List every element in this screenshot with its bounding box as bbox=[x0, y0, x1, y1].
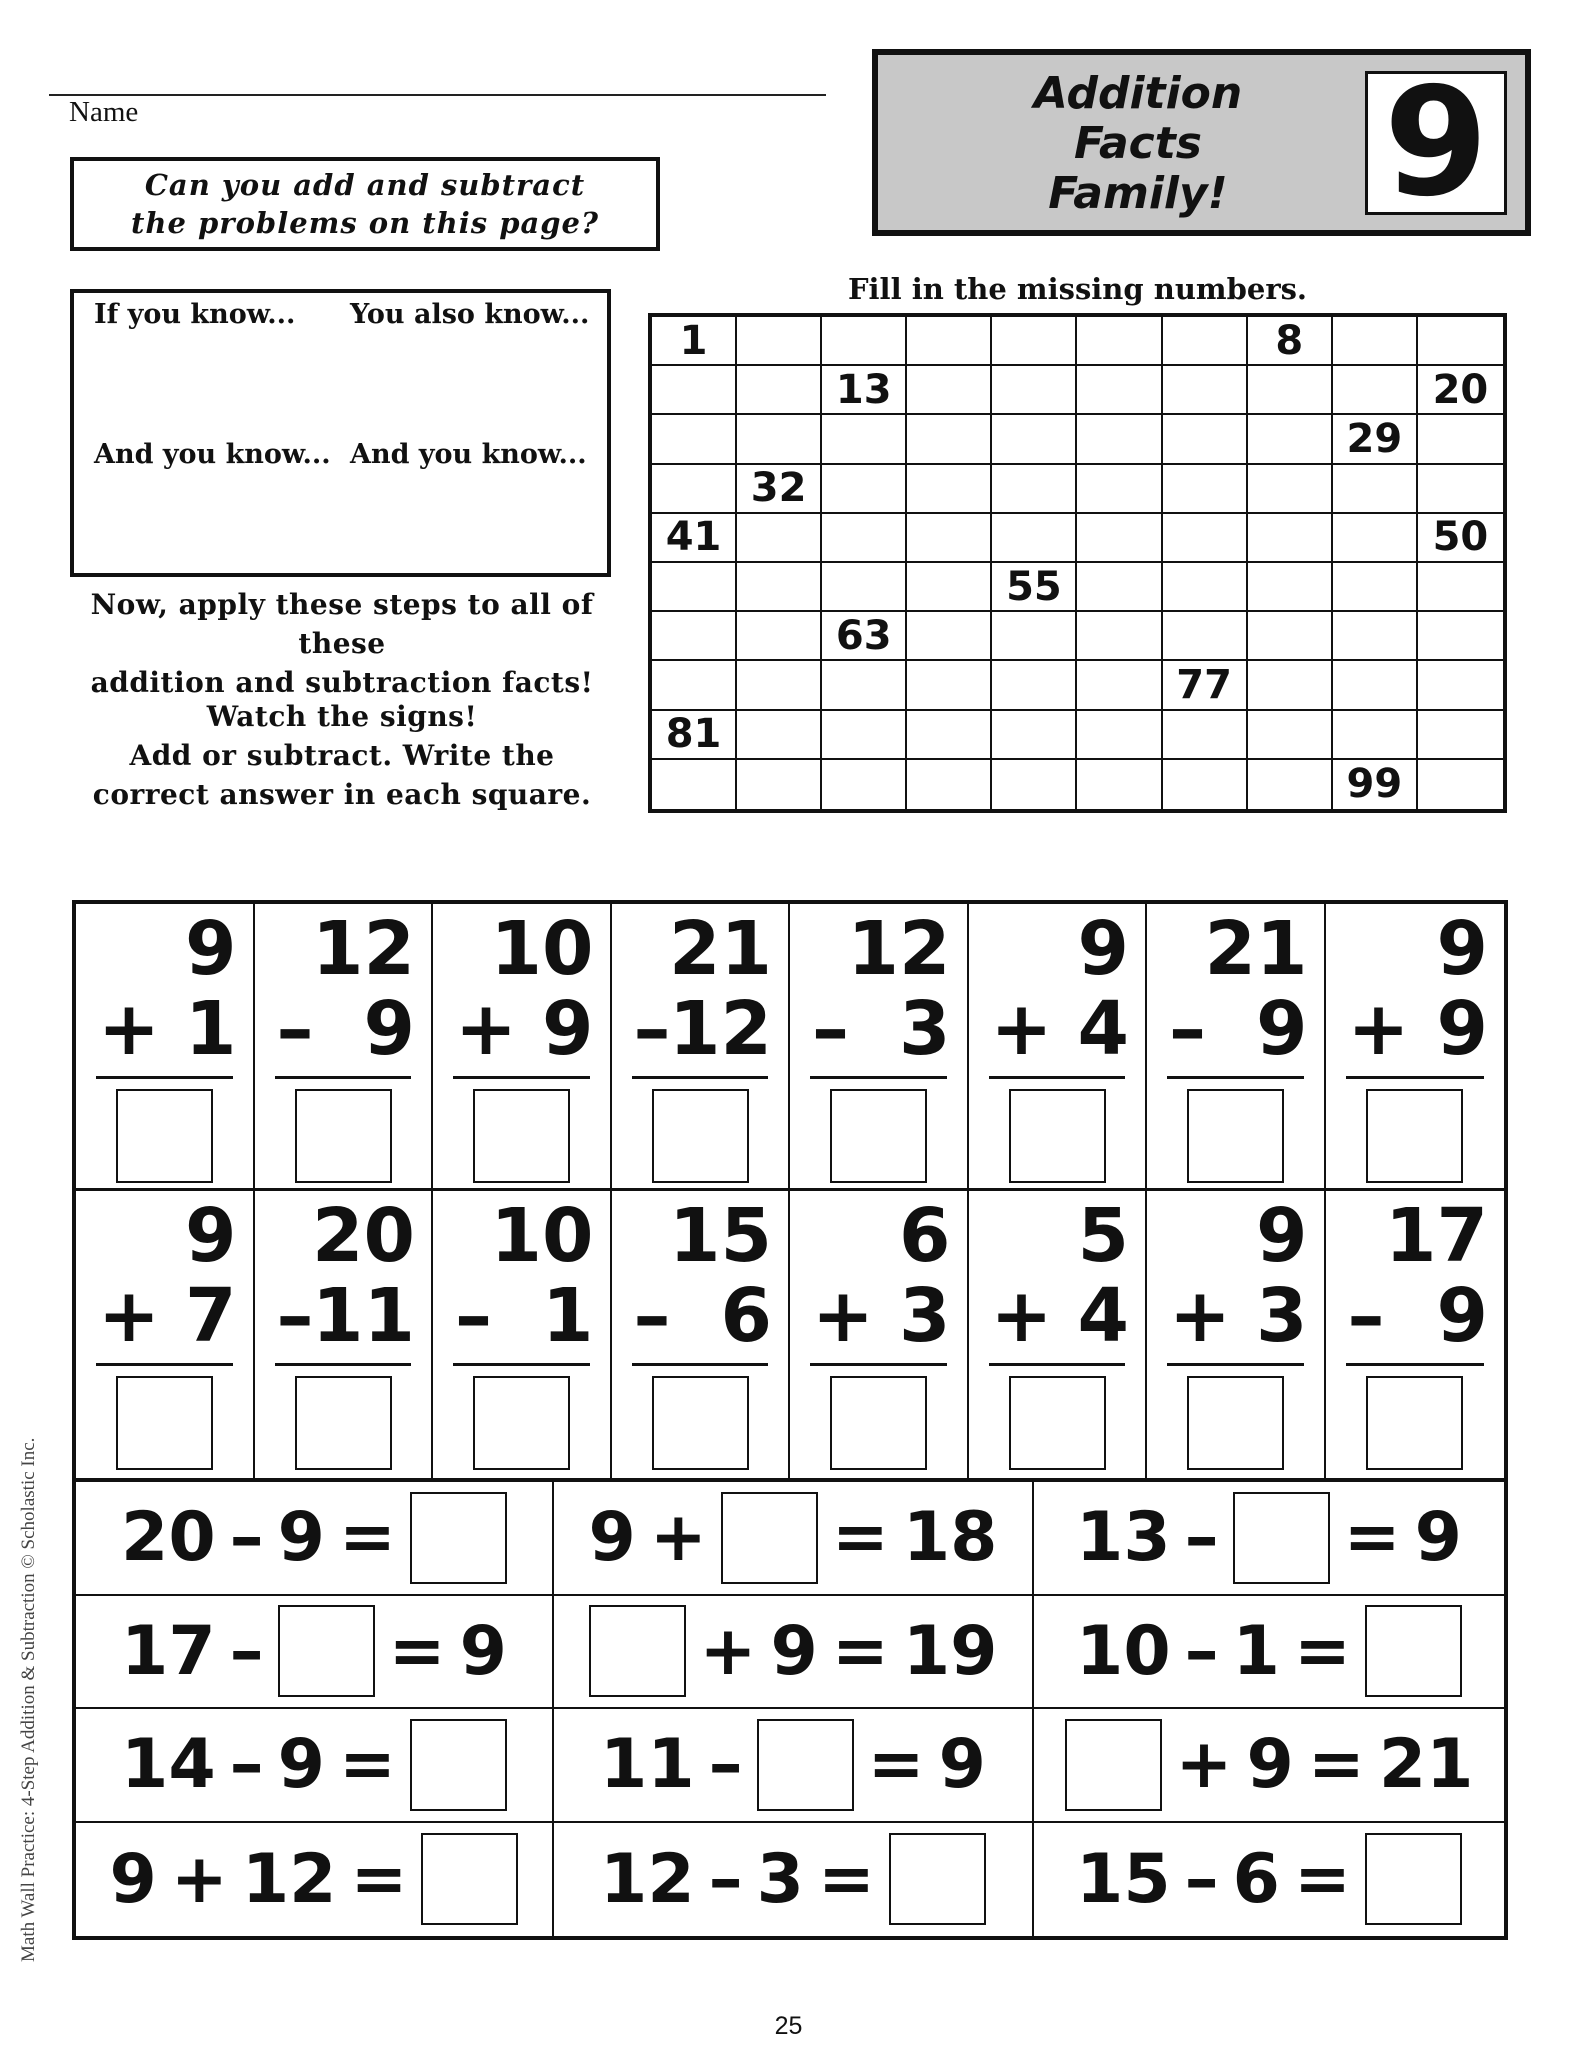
operator-sign: = bbox=[867, 1725, 925, 1805]
sum-line bbox=[1346, 1076, 1485, 1079]
chart-blank-cell[interactable] bbox=[992, 465, 1077, 514]
chart-blank-cell[interactable] bbox=[907, 661, 992, 710]
bottom-number: 4 bbox=[1077, 986, 1129, 1072]
operator-sign: + bbox=[649, 1498, 707, 1578]
chart-given-cell: 13 bbox=[822, 366, 907, 415]
chart-blank-cell[interactable] bbox=[1077, 711, 1162, 760]
chart-blank-cell[interactable] bbox=[1077, 760, 1162, 809]
chart-blank-cell[interactable] bbox=[737, 612, 822, 661]
top-number: 12 bbox=[312, 906, 415, 992]
bottom-number: 1 bbox=[542, 1273, 594, 1359]
top-number: 12 bbox=[847, 906, 951, 992]
vertical-problem bbox=[612, 1191, 791, 1478]
operator-sign: – bbox=[708, 1725, 743, 1805]
operator-sign: = bbox=[350, 1839, 408, 1919]
operator-sign: = bbox=[1293, 1839, 1351, 1919]
equation bbox=[1034, 1482, 1504, 1596]
equation-number: 3 bbox=[756, 1839, 804, 1919]
equation bbox=[76, 1709, 554, 1823]
chart-blank-cell[interactable] bbox=[1248, 612, 1333, 661]
operator-sign: – bbox=[1184, 1611, 1219, 1691]
chart-blank-cell[interactable] bbox=[907, 317, 992, 366]
top-number: 6 bbox=[899, 1193, 951, 1279]
chart-blank-cell[interactable] bbox=[1248, 366, 1333, 415]
bottom-number: 1 bbox=[185, 986, 237, 1072]
equation bbox=[76, 1596, 554, 1710]
equation-number: 9 bbox=[588, 1498, 636, 1578]
vertical-problem bbox=[969, 1191, 1148, 1478]
chart-blank-cell[interactable] bbox=[992, 366, 1077, 415]
chart-given-cell: 55 bbox=[992, 563, 1077, 612]
equation-number: 21 bbox=[1378, 1725, 1474, 1805]
question-box bbox=[70, 157, 660, 251]
bottom-number: 4 bbox=[1077, 1273, 1129, 1359]
watch-line-2: Add or subtract. Write the bbox=[129, 739, 555, 772]
chart-given-cell: 99 bbox=[1333, 760, 1418, 809]
chart-blank-cell[interactable] bbox=[992, 612, 1077, 661]
equation bbox=[554, 1823, 1034, 1937]
equation-number: 17 bbox=[121, 1611, 216, 1691]
answer-box[interactable] bbox=[473, 1089, 570, 1183]
equation-number: 9 bbox=[770, 1611, 818, 1691]
answer-box[interactable] bbox=[1366, 1376, 1463, 1470]
answer-box[interactable] bbox=[295, 1376, 392, 1470]
title-line-1: Addition bbox=[1033, 68, 1243, 119]
chart-blank-cell[interactable] bbox=[1163, 760, 1248, 809]
chart-blank-cell[interactable] bbox=[1418, 465, 1503, 514]
chart-blank-cell[interactable] bbox=[907, 612, 992, 661]
title-box bbox=[872, 49, 1531, 236]
top-number: 9 bbox=[1256, 1193, 1308, 1279]
chart-given-cell: 8 bbox=[1248, 317, 1333, 366]
answer-box[interactable] bbox=[1187, 1376, 1284, 1470]
top-number: 9 bbox=[185, 1193, 237, 1279]
operator-sign: – bbox=[1169, 986, 1206, 1072]
operator-sign: – bbox=[1184, 1498, 1219, 1578]
answer-box[interactable] bbox=[278, 1605, 375, 1697]
equation bbox=[554, 1596, 1034, 1710]
sum-line bbox=[453, 1363, 590, 1366]
page-title bbox=[918, 69, 1358, 219]
operator-sign: – bbox=[1347, 1273, 1385, 1359]
name-line[interactable] bbox=[49, 94, 826, 96]
chart-blank-cell[interactable] bbox=[907, 465, 992, 514]
operator-sign: – bbox=[812, 986, 849, 1072]
chart-blank-cell[interactable] bbox=[1163, 317, 1248, 366]
answer-box[interactable] bbox=[1233, 1492, 1330, 1584]
bottom-number: 3 bbox=[899, 986, 951, 1072]
chart-blank-cell[interactable] bbox=[1077, 612, 1162, 661]
chart-given-cell: 20 bbox=[1418, 366, 1503, 415]
vertical-problem bbox=[790, 1191, 969, 1478]
answer-box[interactable] bbox=[721, 1492, 818, 1584]
apply-line-1: Now, apply these steps to all of these bbox=[90, 588, 594, 660]
sum-line bbox=[810, 1363, 947, 1366]
chart-given-cell: 32 bbox=[737, 465, 822, 514]
top-number: 21 bbox=[1204, 906, 1308, 992]
chart-blank-cell[interactable] bbox=[1248, 563, 1333, 612]
chart-blank-cell[interactable] bbox=[1418, 317, 1503, 366]
chart-blank-cell[interactable] bbox=[737, 366, 822, 415]
page-number: 25 bbox=[774, 2012, 803, 2040]
operator-sign: – bbox=[633, 1273, 671, 1359]
chart-blank-cell[interactable] bbox=[992, 661, 1077, 710]
answer-box[interactable] bbox=[410, 1719, 507, 1811]
operator-sign: = bbox=[1293, 1611, 1351, 1691]
equation-number: 9 bbox=[938, 1725, 986, 1805]
top-number: 9 bbox=[1436, 906, 1488, 992]
chart-blank-cell[interactable] bbox=[737, 661, 822, 710]
answer-box[interactable] bbox=[1065, 1719, 1162, 1811]
chart-blank-cell[interactable] bbox=[652, 415, 737, 464]
chart-blank-cell[interactable] bbox=[1077, 514, 1162, 563]
chart-blank-cell[interactable] bbox=[1333, 661, 1418, 710]
chart-blank-cell[interactable] bbox=[907, 711, 992, 760]
title-number-box bbox=[1365, 56, 1507, 230]
top-number: 10 bbox=[490, 906, 594, 992]
operator-sign: + bbox=[98, 1273, 161, 1359]
operator-sign: – bbox=[633, 986, 671, 1072]
chart-given-cell: 50 bbox=[1418, 514, 1503, 563]
chart-blank-cell[interactable] bbox=[1418, 661, 1503, 710]
bottom-number: 3 bbox=[899, 1273, 951, 1359]
answer-box[interactable] bbox=[116, 1089, 213, 1183]
top-number: 5 bbox=[1077, 1193, 1129, 1279]
chart-blank-cell[interactable] bbox=[737, 415, 822, 464]
watch-line-1: Watch the signs! bbox=[206, 700, 478, 733]
equation-number: 6 bbox=[1232, 1839, 1280, 1919]
apply-line-2: addition and subtraction facts! bbox=[90, 666, 594, 699]
equation bbox=[76, 1823, 554, 1937]
chart-blank-cell[interactable] bbox=[822, 415, 907, 464]
chart-blank-cell[interactable] bbox=[822, 661, 907, 710]
bottom-number: 9 bbox=[542, 986, 594, 1072]
operator-sign: – bbox=[708, 1839, 743, 1919]
chart-blank-cell[interactable] bbox=[822, 760, 907, 809]
chart-blank-cell[interactable] bbox=[1418, 711, 1503, 760]
title-line-3: Family! bbox=[1048, 168, 1228, 219]
chart-blank-cell[interactable] bbox=[652, 465, 737, 514]
answer-box[interactable] bbox=[830, 1376, 927, 1470]
operator-sign: + bbox=[699, 1611, 757, 1691]
question-line-2: the problems on this page? bbox=[130, 206, 599, 240]
operator-sign: = bbox=[817, 1839, 875, 1919]
bottom-number: 9 bbox=[1256, 986, 1308, 1072]
operator-sign: – bbox=[455, 1273, 492, 1359]
answer-box[interactable] bbox=[1187, 1089, 1284, 1183]
answer-box[interactable] bbox=[830, 1089, 927, 1183]
chart-blank-cell[interactable] bbox=[992, 317, 1077, 366]
answer-box[interactable] bbox=[652, 1376, 749, 1470]
chart-blank-cell[interactable] bbox=[1077, 563, 1162, 612]
sum-line bbox=[453, 1076, 590, 1079]
title-line-2: Facts bbox=[1073, 118, 1202, 169]
equation-number: 14 bbox=[121, 1725, 216, 1805]
equation bbox=[1034, 1709, 1504, 1823]
chart-blank-cell[interactable] bbox=[652, 612, 737, 661]
operator-sign: – bbox=[276, 986, 314, 1072]
operator-sign: – bbox=[229, 1725, 264, 1805]
sum-line bbox=[1167, 1076, 1304, 1079]
chart-given-cell: 81 bbox=[652, 711, 737, 760]
equation-number: 12 bbox=[600, 1839, 695, 1919]
sum-line bbox=[1346, 1363, 1485, 1366]
fact-family-box[interactable] bbox=[70, 289, 611, 577]
watch-instructions bbox=[62, 697, 622, 814]
equation-number: 19 bbox=[902, 1611, 998, 1691]
sum-line bbox=[632, 1076, 769, 1079]
operator-sign: – bbox=[229, 1611, 264, 1691]
chart-blank-cell[interactable] bbox=[1333, 465, 1418, 514]
top-number: 10 bbox=[490, 1193, 594, 1279]
chart-blank-cell[interactable] bbox=[737, 563, 822, 612]
answer-box[interactable] bbox=[295, 1089, 392, 1183]
equation-number: 15 bbox=[1076, 1839, 1171, 1919]
chart-blank-cell[interactable] bbox=[822, 317, 907, 366]
operator-sign: = bbox=[1343, 1498, 1401, 1578]
vertical-problem bbox=[1326, 904, 1505, 1191]
chart-blank-cell[interactable] bbox=[1163, 711, 1248, 760]
top-number: 20 bbox=[312, 1193, 415, 1279]
answer-box[interactable] bbox=[1009, 1089, 1106, 1183]
bottom-number: 11 bbox=[312, 1273, 415, 1359]
answer-box[interactable] bbox=[589, 1605, 686, 1697]
chart-blank-cell[interactable] bbox=[907, 366, 992, 415]
chart-blank-cell[interactable] bbox=[1248, 760, 1333, 809]
sum-line bbox=[989, 1076, 1126, 1079]
top-number: 17 bbox=[1385, 1193, 1488, 1279]
vertical-problem bbox=[433, 1191, 612, 1478]
operator-sign: = bbox=[1307, 1725, 1365, 1805]
equations-grid bbox=[72, 1478, 1508, 1940]
chart-blank-cell[interactable] bbox=[1077, 317, 1162, 366]
vertical-problem bbox=[1147, 904, 1326, 1191]
name-label: Name bbox=[69, 96, 139, 128]
chart-blank-cell[interactable] bbox=[1163, 563, 1248, 612]
vertical-problem bbox=[612, 904, 791, 1191]
vertical-problem bbox=[433, 904, 612, 1191]
chart-blank-cell[interactable] bbox=[652, 760, 737, 809]
answer-box[interactable] bbox=[757, 1719, 854, 1811]
chart-blank-cell[interactable] bbox=[992, 711, 1077, 760]
vertical-problem bbox=[1326, 1191, 1505, 1478]
equation-number: 1 bbox=[1232, 1611, 1280, 1691]
equation-number: 13 bbox=[1076, 1498, 1171, 1578]
operator-sign: + bbox=[455, 986, 518, 1072]
equation bbox=[554, 1709, 1034, 1823]
operator-sign: – bbox=[276, 1273, 314, 1359]
answer-box[interactable] bbox=[421, 1833, 518, 1925]
chart-blank-cell[interactable] bbox=[1163, 612, 1248, 661]
operator-sign: = bbox=[831, 1498, 889, 1578]
equation-number: 9 bbox=[1414, 1498, 1462, 1578]
sum-line bbox=[275, 1076, 412, 1079]
operator-sign: = bbox=[831, 1611, 889, 1691]
vertical-problem bbox=[790, 904, 969, 1191]
chart-blank-cell[interactable] bbox=[1333, 612, 1418, 661]
chart-blank-cell[interactable] bbox=[1333, 317, 1418, 366]
and-you-know-label-1: And you know... bbox=[94, 439, 331, 470]
chart-blank-cell[interactable] bbox=[652, 661, 737, 710]
chart-blank-cell[interactable] bbox=[1163, 415, 1248, 464]
chart-blank-cell[interactable] bbox=[1418, 563, 1503, 612]
chart-blank-cell[interactable] bbox=[1248, 465, 1333, 514]
top-number: 9 bbox=[185, 906, 237, 992]
operator-sign: + bbox=[1347, 986, 1410, 1072]
chart-blank-cell[interactable] bbox=[737, 760, 822, 809]
bottom-number: 6 bbox=[720, 1273, 772, 1359]
sum-line bbox=[632, 1363, 769, 1366]
hundred-chart bbox=[648, 313, 1507, 813]
vertical-problems-grid bbox=[72, 900, 1508, 1482]
equation-number: 9 bbox=[1246, 1725, 1294, 1805]
chart-blank-cell[interactable] bbox=[1333, 711, 1418, 760]
chart-blank-cell[interactable] bbox=[1077, 366, 1162, 415]
chart-blank-cell[interactable] bbox=[1077, 415, 1162, 464]
answer-box[interactable] bbox=[1009, 1376, 1106, 1470]
operator-sign: + bbox=[990, 1273, 1053, 1359]
answer-box[interactable] bbox=[473, 1376, 570, 1470]
answer-box[interactable] bbox=[116, 1376, 213, 1470]
equation-number: 20 bbox=[121, 1498, 216, 1578]
answer-box[interactable] bbox=[1365, 1833, 1462, 1925]
operator-sign: – bbox=[1184, 1839, 1219, 1919]
equation-number: 10 bbox=[1076, 1611, 1171, 1691]
chart-blank-cell[interactable] bbox=[822, 563, 907, 612]
bottom-number: 9 bbox=[1436, 1273, 1488, 1359]
chart-blank-cell[interactable] bbox=[1077, 465, 1162, 514]
vertical-problem bbox=[255, 904, 434, 1191]
equation-number: 9 bbox=[277, 1498, 325, 1578]
hundred-chart-title: Fill in the missing numbers. bbox=[847, 272, 1308, 306]
equation bbox=[1034, 1596, 1504, 1710]
chart-given-cell: 1 bbox=[652, 317, 737, 366]
bottom-number: 9 bbox=[363, 986, 415, 1072]
bottom-number: 9 bbox=[1436, 986, 1488, 1072]
copyright-side-text: Math Wall Practice: 4-Step Addition & Subtraction © Scholastic Inc. bbox=[18, 1437, 39, 1962]
equation bbox=[76, 1482, 554, 1596]
chart-blank-cell[interactable] bbox=[652, 563, 737, 612]
operator-sign: + bbox=[990, 986, 1053, 1072]
chart-blank-cell[interactable] bbox=[992, 514, 1077, 563]
chart-blank-cell[interactable] bbox=[737, 514, 822, 563]
chart-blank-cell[interactable] bbox=[1418, 415, 1503, 464]
chart-blank-cell[interactable] bbox=[1333, 514, 1418, 563]
chart-blank-cell[interactable] bbox=[737, 711, 822, 760]
apply-instructions bbox=[62, 585, 622, 702]
chart-blank-cell[interactable] bbox=[1248, 711, 1333, 760]
answer-box[interactable] bbox=[410, 1492, 507, 1584]
sum-line bbox=[810, 1076, 947, 1079]
chart-blank-cell[interactable] bbox=[652, 366, 737, 415]
you-also-know-label: You also know... bbox=[350, 299, 590, 330]
chart-blank-cell[interactable] bbox=[1418, 612, 1503, 661]
operator-sign: = bbox=[388, 1611, 446, 1691]
chart-blank-cell[interactable] bbox=[1248, 661, 1333, 710]
chart-blank-cell[interactable] bbox=[1333, 366, 1418, 415]
sum-line bbox=[1167, 1363, 1304, 1366]
sum-line bbox=[96, 1363, 233, 1366]
sum-line bbox=[989, 1363, 1126, 1366]
answer-box[interactable] bbox=[1366, 1089, 1463, 1183]
operator-sign: + bbox=[98, 986, 161, 1072]
chart-blank-cell[interactable] bbox=[992, 415, 1077, 464]
and-you-know-label-2: And you know... bbox=[350, 439, 587, 470]
chart-given-cell: 63 bbox=[822, 612, 907, 661]
operator-sign: = bbox=[338, 1498, 396, 1578]
chart-blank-cell[interactable] bbox=[1163, 514, 1248, 563]
sum-line bbox=[275, 1363, 412, 1366]
vertical-problem bbox=[76, 1191, 255, 1478]
chart-blank-cell[interactable] bbox=[1077, 661, 1162, 710]
equation-number: 9 bbox=[459, 1611, 507, 1691]
equation-number: 11 bbox=[600, 1725, 695, 1805]
chart-blank-cell[interactable] bbox=[1163, 366, 1248, 415]
question-line-1: Can you add and subtract bbox=[144, 168, 586, 202]
bottom-number: 12 bbox=[669, 986, 772, 1072]
if-you-know-label: If you know... bbox=[94, 299, 296, 330]
operator-sign: + bbox=[1175, 1725, 1233, 1805]
chart-blank-cell[interactable] bbox=[822, 465, 907, 514]
chart-blank-cell[interactable] bbox=[1333, 563, 1418, 612]
vertical-problem bbox=[76, 904, 255, 1191]
chart-blank-cell[interactable] bbox=[1248, 514, 1333, 563]
chart-blank-cell[interactable] bbox=[1418, 760, 1503, 809]
chart-blank-cell[interactable] bbox=[1248, 415, 1333, 464]
top-number: 15 bbox=[669, 1193, 772, 1279]
chart-blank-cell[interactable] bbox=[907, 514, 992, 563]
operator-sign: + bbox=[812, 1273, 875, 1359]
operator-sign: + bbox=[1169, 1273, 1232, 1359]
chart-blank-cell[interactable] bbox=[737, 317, 822, 366]
vertical-problem bbox=[255, 1191, 434, 1478]
chart-blank-cell[interactable] bbox=[992, 760, 1077, 809]
chart-given-cell: 41 bbox=[652, 514, 737, 563]
answer-box[interactable] bbox=[652, 1089, 749, 1183]
top-number: 21 bbox=[669, 906, 772, 992]
chart-blank-cell[interactable] bbox=[907, 760, 992, 809]
top-number: 9 bbox=[1077, 906, 1129, 992]
watch-line-3: correct answer in each square. bbox=[92, 778, 592, 811]
sum-line bbox=[96, 1076, 233, 1079]
chart-blank-cell[interactable] bbox=[907, 563, 992, 612]
chart-blank-cell[interactable] bbox=[822, 711, 907, 760]
chart-blank-cell[interactable] bbox=[907, 415, 992, 464]
operator-sign: = bbox=[338, 1725, 396, 1805]
bottom-number: 3 bbox=[1256, 1273, 1308, 1359]
chart-given-cell: 77 bbox=[1163, 661, 1248, 710]
chart-blank-cell[interactable] bbox=[1163, 465, 1248, 514]
chart-blank-cell[interactable] bbox=[822, 514, 907, 563]
equation-number: 12 bbox=[241, 1839, 337, 1919]
equation-number: 18 bbox=[902, 1498, 998, 1578]
operator-sign: + bbox=[170, 1839, 228, 1919]
answer-box[interactable] bbox=[1365, 1605, 1462, 1697]
bottom-number: 7 bbox=[185, 1273, 237, 1359]
title-number: 9 bbox=[1383, 56, 1489, 230]
equation-number: 9 bbox=[109, 1839, 157, 1919]
vertical-problem bbox=[969, 904, 1148, 1191]
operator-sign: – bbox=[229, 1498, 264, 1578]
vertical-problem bbox=[1147, 1191, 1326, 1478]
equation-number: 9 bbox=[277, 1725, 325, 1805]
chart-given-cell: 29 bbox=[1333, 415, 1418, 464]
answer-box[interactable] bbox=[889, 1833, 986, 1925]
equation bbox=[1034, 1823, 1504, 1937]
equation bbox=[554, 1482, 1034, 1596]
